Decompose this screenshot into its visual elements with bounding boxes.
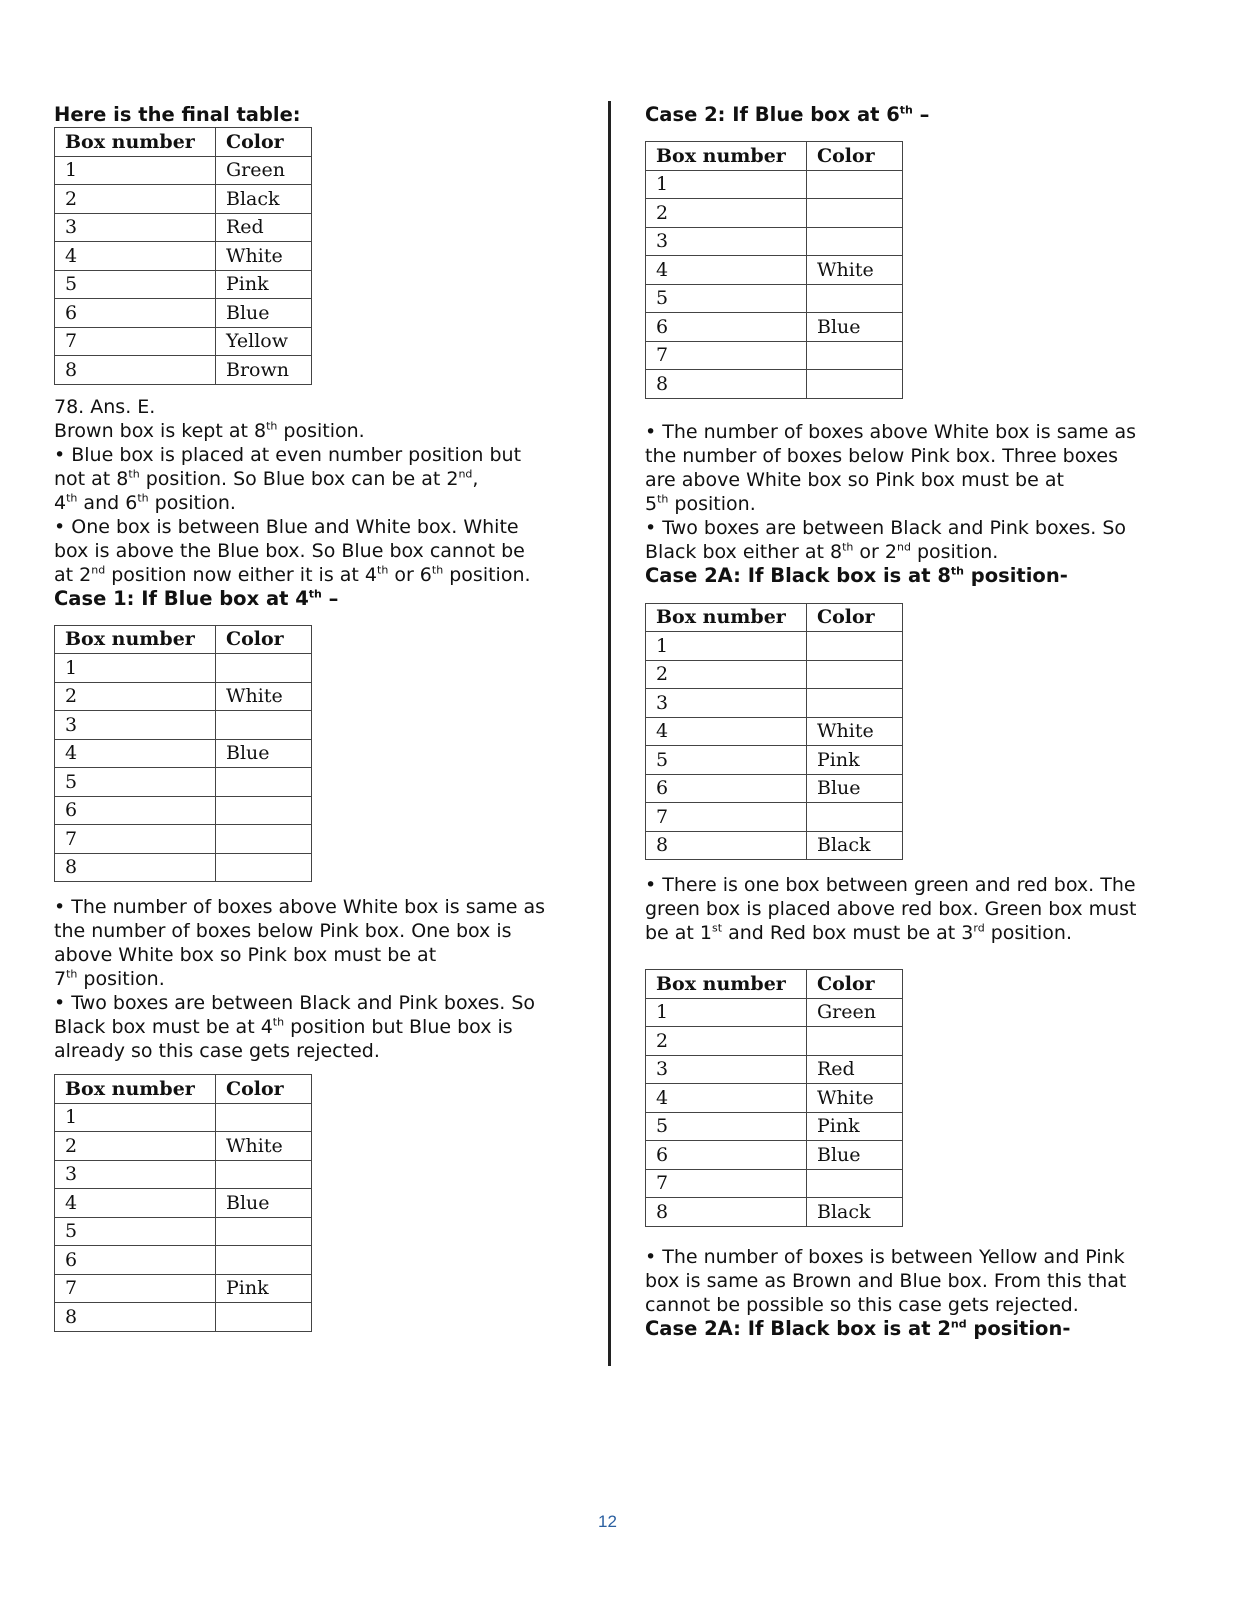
color-cell: [807, 1169, 903, 1198]
table-row: [55, 242, 312, 271]
table-row: [646, 689, 903, 718]
box-number-cell: 8: [55, 1303, 216, 1332]
case2a-table: [645, 603, 903, 861]
color-cell: Red: [216, 213, 312, 242]
box-number-cell: 3: [55, 711, 216, 740]
color-cell: [216, 796, 312, 825]
header-box-number: Box number: [646, 603, 807, 632]
bullet-case2a-green-red: • There is one box between green and red box. The: [645, 874, 1136, 896]
color-cell: Blue: [216, 739, 312, 768]
case1-rejected-table: [54, 1074, 312, 1332]
color-cell: Pink: [216, 270, 312, 299]
table-row: [646, 660, 903, 689]
table-row: [55, 1160, 312, 1189]
color-cell: Green: [216, 156, 312, 185]
box-number-cell: 3: [646, 689, 807, 718]
color-cell: [216, 654, 312, 683]
box-number-cell: 7: [646, 803, 807, 832]
case1-table: [54, 625, 312, 883]
color-cell: [807, 803, 903, 832]
color-cell: Yellow: [216, 327, 312, 356]
color-cell: White: [807, 256, 903, 285]
box-number-cell: 7: [55, 327, 216, 356]
table-row: [646, 370, 903, 399]
table-row: [55, 825, 312, 854]
header-color: Color: [807, 603, 903, 632]
answer-line: 78. Ans. E.: [54, 395, 156, 418]
color-cell: [216, 1246, 312, 1275]
header-box-number: Box number: [646, 142, 807, 171]
table-row: [646, 284, 903, 313]
box-number-cell: 5: [646, 746, 807, 775]
table-row: [55, 185, 312, 214]
table-header-row: [55, 625, 312, 654]
box-number-cell: 8: [55, 853, 216, 882]
box-number-cell: 8: [55, 356, 216, 385]
box-number-cell: 6: [55, 299, 216, 328]
color-cell: [807, 227, 903, 256]
color-cell: Pink: [807, 746, 903, 775]
color-cell: Pink: [807, 1112, 903, 1141]
table-row: [55, 356, 312, 385]
table-row: [55, 682, 312, 711]
table-row: [55, 768, 312, 797]
box-number-cell: 2: [55, 682, 216, 711]
header-color: Color: [807, 142, 903, 171]
bullet-case1-pink: • The number of boxes above White box is same as: [54, 896, 546, 918]
box-number-cell: 2: [646, 1027, 807, 1056]
final-table: [54, 127, 312, 385]
color-cell: White: [216, 1132, 312, 1161]
box-number-cell: 4: [55, 1189, 216, 1218]
case2a-second-heading: Case 2A: If Black box is at 2nd position-: [645, 1316, 1071, 1340]
table-row: [646, 256, 903, 285]
table-row: [55, 1274, 312, 1303]
table-header-row: [55, 128, 312, 157]
table-row: [55, 1217, 312, 1246]
box-number-cell: 7: [55, 825, 216, 854]
table-row: [55, 1303, 312, 1332]
color-cell: [807, 199, 903, 228]
table-header-row: [55, 1075, 312, 1104]
color-cell: Red: [807, 1055, 903, 1084]
color-cell: [807, 660, 903, 689]
color-cell: [807, 284, 903, 313]
header-box-number: Box number: [646, 970, 807, 999]
color-cell: White: [216, 682, 312, 711]
table-row: [55, 853, 312, 882]
color-cell: Black: [216, 185, 312, 214]
color-cell: [807, 170, 903, 199]
table-header-row: [646, 142, 903, 171]
header-color: Color: [807, 970, 903, 999]
box-number-cell: 7: [646, 341, 807, 370]
case1-heading: Case 1: If Blue box at 4th –: [54, 586, 339, 610]
box-number-cell: 1: [55, 1103, 216, 1132]
box-number-cell: 3: [646, 1055, 807, 1084]
bullet-blue-even: • Blue box is placed at even number position but: [54, 443, 522, 466]
page-number: 12: [598, 1512, 617, 1531]
color-cell: [807, 689, 903, 718]
table-row: [646, 746, 903, 775]
color-cell: Black: [807, 1198, 903, 1227]
color-cell: [807, 341, 903, 370]
color-cell: [216, 768, 312, 797]
final-table-heading: Here is the final table:: [54, 103, 301, 126]
header-box-number: Box number: [55, 128, 216, 157]
table-row: [55, 1103, 312, 1132]
table-row: [646, 632, 903, 661]
color-cell: [216, 711, 312, 740]
column-divider: [608, 101, 611, 1366]
color-cell: Blue: [216, 299, 312, 328]
header-color: Color: [216, 625, 312, 654]
table-row: [646, 227, 903, 256]
box-number-cell: 1: [646, 998, 807, 1027]
box-number-cell: 3: [646, 227, 807, 256]
color-cell: [216, 1217, 312, 1246]
color-cell: [216, 825, 312, 854]
color-cell: Brown: [216, 356, 312, 385]
color-cell: Blue: [216, 1189, 312, 1218]
bullet-case2a-yellow: • The number of boxes is between Yellow and Pink: [645, 1245, 1125, 1268]
table-row: [646, 1198, 903, 1227]
table-row: [55, 1189, 312, 1218]
table-row: [646, 1112, 903, 1141]
bullet-case1-black: • Two boxes are between Black and Pink boxes. So: [54, 992, 536, 1014]
case2-table: [645, 141, 903, 399]
bullet-blue-white: • One box is between Blue and White box. White: [54, 515, 519, 538]
color-cell: [807, 632, 903, 661]
box-number-cell: 4: [55, 739, 216, 768]
table-row: [646, 831, 903, 860]
box-number-cell: 7: [646, 1169, 807, 1198]
box-number-cell: 8: [646, 370, 807, 399]
header-color: Color: [216, 128, 312, 157]
table-row: [646, 1084, 903, 1113]
table-row: [55, 739, 312, 768]
box-number-cell: 1: [55, 654, 216, 683]
box-number-cell: 4: [646, 717, 807, 746]
box-number-cell: 2: [55, 1132, 216, 1161]
box-number-cell: 5: [55, 1217, 216, 1246]
case2a-filled-table: [645, 969, 903, 1227]
table-row: [646, 1141, 903, 1170]
box-number-cell: 3: [55, 1160, 216, 1189]
box-number-cell: 7: [55, 1274, 216, 1303]
table-row: [646, 1169, 903, 1198]
box-number-cell: 6: [55, 796, 216, 825]
color-cell: White: [807, 1084, 903, 1113]
color-cell: [216, 853, 312, 882]
box-number-cell: 1: [55, 156, 216, 185]
box-number-cell: 5: [55, 768, 216, 797]
box-number-cell: 6: [646, 313, 807, 342]
box-number-cell: 5: [646, 284, 807, 313]
table-row: [646, 1027, 903, 1056]
box-number-cell: 1: [646, 170, 807, 199]
box-number-cell: 5: [646, 1112, 807, 1141]
case2a-heading: Case 2A: If Black box is at 8th position-: [645, 563, 1068, 587]
color-cell: [807, 1027, 903, 1056]
color-cell: [216, 1160, 312, 1189]
bullet-case2-black: • Two boxes are between Black and Pink boxes. So: [645, 516, 1127, 539]
table-row: [55, 327, 312, 356]
color-cell: White: [807, 717, 903, 746]
box-number-cell: 4: [646, 1084, 807, 1113]
case2-heading: Case 2: If Blue box at 6th –: [645, 103, 930, 126]
color-cell: [216, 1303, 312, 1332]
table-row: [55, 796, 312, 825]
color-cell: White: [216, 242, 312, 271]
box-number-cell: 8: [646, 831, 807, 860]
table-row: [646, 1055, 903, 1084]
table-row: [55, 711, 312, 740]
table-header-row: [646, 603, 903, 632]
table-header-row: [646, 970, 903, 999]
header-box-number: Box number: [55, 625, 216, 654]
table-row: [55, 299, 312, 328]
color-cell: [216, 1103, 312, 1132]
box-number-cell: 3: [55, 213, 216, 242]
table-row: [646, 717, 903, 746]
table-row: [646, 774, 903, 803]
left-column: Here is the final table: Box number Color 1 Green 2 Black 3 Red 4 White 5 Pink 6 Blue 7 Yellow 8 Brown 78. Ans. E. Brown box is kept at 8th position. • Blue box is placed at even number position but not at 8th position. So Blue box can be at 2nd, 4th and 6th position. • One box is between Blue and White box. White box is above the Blue box. So Blue box cannot be at 2nd position now either it is at 4th or 6th position. Case 1: If Blue box at 4th – Box number Color 1 2 White 3 4 Blue 5 6 7 8 • The number of boxes above White box is same as the number of boxes below Pink box. One box is above White box so Pink box must be at 7th position. • Two boxes are between Black and Pink boxes. So Black box must be at 4th position but Blue box is already so this case gets rejected. Box number Color 1 2 White 3 4 Blue 5 6 7 Pink 8: [54, 103, 584, 1332]
table-row: [646, 341, 903, 370]
color-cell: Green: [807, 998, 903, 1027]
table-row: [55, 156, 312, 185]
brown-line: Brown box is kept at 8th position.: [54, 419, 365, 442]
box-number-cell: 5: [55, 270, 216, 299]
box-number-cell: 6: [646, 774, 807, 803]
table-row: [646, 803, 903, 832]
box-number-cell: 2: [646, 199, 807, 228]
color-cell: Blue: [807, 313, 903, 342]
bullet-case2-pink: • The number of boxes above White box is same as: [645, 420, 1137, 443]
color-cell: Pink: [216, 1274, 312, 1303]
table-row: [55, 654, 312, 683]
color-cell: Blue: [807, 774, 903, 803]
table-row: [55, 1132, 312, 1161]
table-row: [646, 199, 903, 228]
table-row: [55, 270, 312, 299]
table-row: [55, 1246, 312, 1275]
box-number-cell: 4: [55, 242, 216, 271]
box-number-cell: 6: [646, 1141, 807, 1170]
table-row: [646, 170, 903, 199]
table-row: [646, 998, 903, 1027]
box-number-cell: 8: [646, 1198, 807, 1227]
box-number-cell: 6: [55, 1246, 216, 1275]
box-number-cell: 2: [646, 660, 807, 689]
right-column: Case 2: If Blue box at 6th – Box number Color 1 2 3 4 White 5 6 Blue 7 8 • The number of boxes above White box is same as the number of boxes below Pink box. Three boxes are above White box so Pink box must be at 5th position. • Two boxes are between Black and Pink boxes. So Black box either at 8th or 2nd position. Case 2A: If Black box is at 8th position- Box number Color 1 2 3 4 White 5 Pink 6 Blue 7 8 Black • There is one box between green and red box. The green box is placed above red box. Green box must be at 1st and Red box must be at 3rd position. Box number Color 1 Green 2 3 Red 4 White 5 Pink 6 Blue 7 8 Black • The number of boxes is between Yellow and Pink box is same as Brown and Blue box. From this that cannot be possible so this case gets rejected. Case 2A: If Black box is at 2nd position-: [645, 103, 1185, 1341]
table-row: [646, 313, 903, 342]
color-cell: Blue: [807, 1141, 903, 1170]
header-color: Color: [216, 1075, 312, 1104]
table-row: [55, 213, 312, 242]
box-number-cell: 4: [646, 256, 807, 285]
color-cell: [807, 370, 903, 399]
header-box-number: Box number: [55, 1075, 216, 1104]
box-number-cell: 2: [55, 185, 216, 214]
box-number-cell: 1: [646, 632, 807, 661]
color-cell: Black: [807, 831, 903, 860]
